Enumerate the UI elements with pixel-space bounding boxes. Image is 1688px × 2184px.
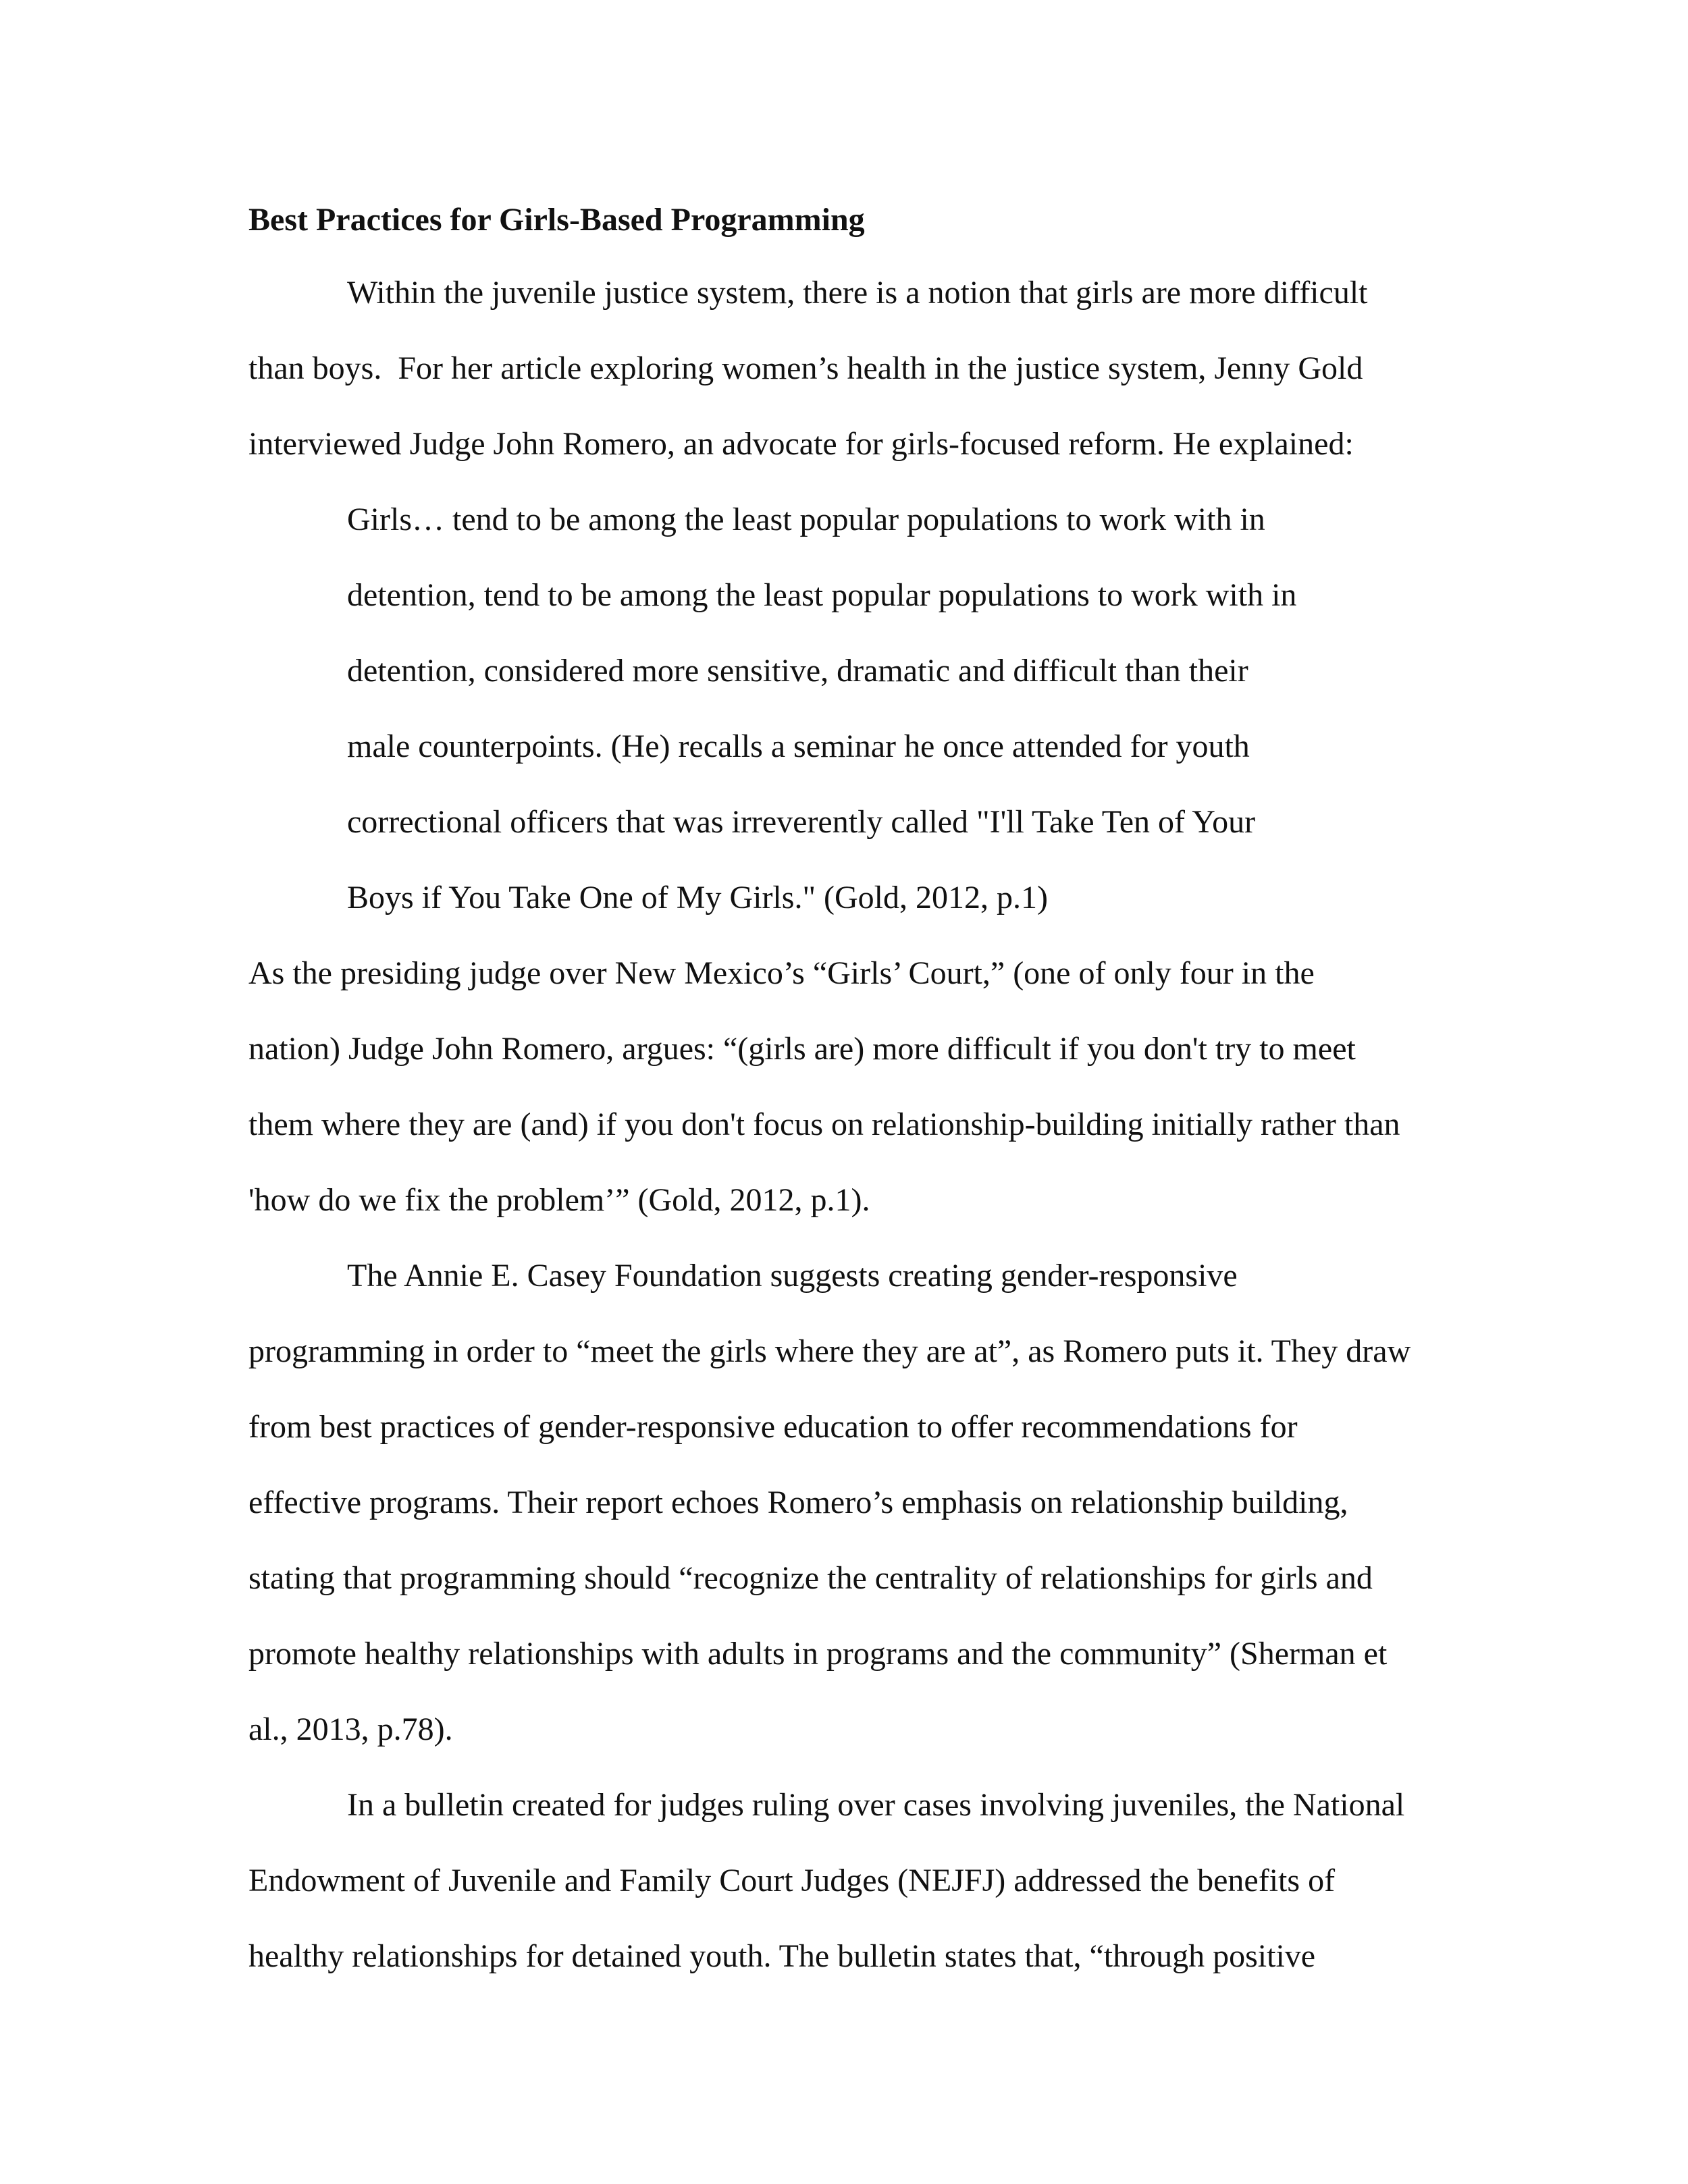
paragraph-2-line: nation) Judge John Romero, argues: “(girls are) more difficult if you don't try to meet bbox=[248, 1031, 1356, 1067]
paragraph-3-line: promote healthy relationships with adults in programs and the community” (Sherman et bbox=[248, 1636, 1388, 1672]
paragraph-3-line: The Annie E. Casey Foundation suggests creating gender-responsive bbox=[347, 1258, 1238, 1294]
paragraph-1-line: than boys. For her article exploring women’s health in the justice system, Jenny Gold bbox=[248, 350, 1363, 386]
paragraph-4-line: healthy relationships for detained youth. The bulletin states that, “through positive bbox=[248, 1938, 1316, 1974]
paragraph-3-line: al., 2013, p.78). bbox=[248, 1711, 453, 1747]
paragraph-3-line: effective programs. Their report echoes Romero’s emphasis on relationship building, bbox=[248, 1485, 1348, 1520]
block-quote-line: detention, considered more sensitive, dramatic and difficult than their bbox=[347, 653, 1248, 689]
paragraph-2-line: them where they are (and) if you don't focus on relationship-building initially rather than bbox=[248, 1107, 1400, 1142]
paragraph-2-line: As the presiding judge over New Mexico’s “Girls’ Court,” (one of only four in the bbox=[248, 955, 1315, 991]
paragraph-3-line: from best practices of gender-responsive education to offer recommendations for bbox=[248, 1409, 1298, 1445]
paragraph-3-line: stating that programming should “recognize the centrality of relationships for girls and bbox=[248, 1560, 1373, 1596]
block-quote-line: correctional officers that was irreverently called "I'll Take Ten of Your bbox=[347, 804, 1256, 840]
block-quote-line: Girls… tend to be among the least popular populations to work with in bbox=[347, 502, 1265, 537]
paragraph-4-line: Endowment of Juvenile and Family Court Judges (NEJFJ) addressed the benefits of bbox=[248, 1863, 1336, 1898]
paragraph-1-line: interviewed Judge John Romero, an advocate for girls-focused reform. He explained: bbox=[248, 426, 1354, 462]
paragraph-3-line: programming in order to “meet the girls where they are at”, as Romero puts it. They draw bbox=[248, 1333, 1411, 1369]
paragraph-4-line: In a bulletin created for judges ruling over cases involving juveniles, the National bbox=[347, 1787, 1405, 1823]
block-quote-line: male counterpoints. (He) recalls a seminar he once attended for youth bbox=[347, 728, 1250, 764]
block-quote-line: Boys if You Take One of My Girls." (Gold, 2012, p.1) bbox=[347, 880, 1048, 915]
document-page bbox=[248, 0, 1464, 2184]
paragraph-2-line: 'how do we fix the problem’” (Gold, 2012, p.1). bbox=[248, 1182, 870, 1218]
block-quote-line: detention, tend to be among the least popular populations to work with in bbox=[347, 577, 1297, 613]
paragraph-1-line: Within the juvenile justice system, there is a notion that girls are more difficult bbox=[347, 275, 1368, 311]
section-title: Best Practices for Girls-Based Programming bbox=[248, 202, 865, 238]
